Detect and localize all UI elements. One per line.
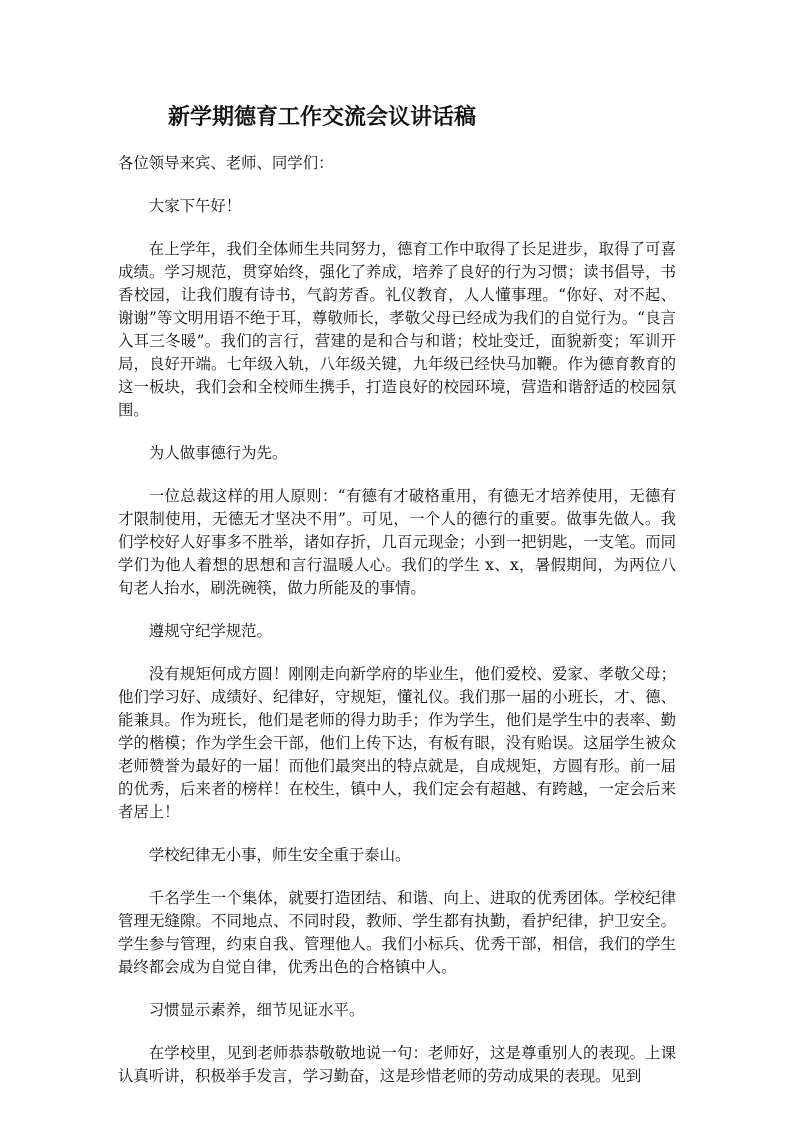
paragraph-discipline: 千名学生一个集体，就要打造团结、和谐、向上、进取的优秀团体。学校纪律管理无缝隙。不同地点、不同时段，教师、学生都有执勤，看护纪律，护卫安全。学生参与管理，约束自我、管理他人。我们小标兵、优秀干部，相信，我们的学生最终都会成为自觉自律，优秀出色的合格镇中人。	[118, 889, 676, 976]
paragraph-habits: 在学校里，见到老师恭恭敬敬地说一句：老师好，这是尊重别人的表现。上课认真听讲，积极举手发言，学习勤奋，这是珍惜老师的劳动成果的表现。见到	[118, 1044, 676, 1085]
document-title: 新学期德育工作交流会议讲话稿	[168, 104, 477, 130]
salutation: 各位领导来宾、老师、同学们：	[118, 154, 334, 172]
paragraph-virtue: 一位总裁这样的用人原则：“有德有才破格重用，有德无才培养使用，无德有才限制使用，无德无才坚决不用”。可见，一个人的德行的重要。做事先做人。我们学校好人好事多不胜举，诸如存折，几百元现金；小到一把钥匙，一支笔。而同学们为他人着想的思想和言行温暖人心。我们的学生 x、x，暑假期间，为两位八旬老人抬水，刷洗碗筷，做力所能及的事情。	[118, 487, 676, 597]
section-heading-rules: 遵规守纪学规范。	[148, 622, 272, 640]
paragraph-intro: 在上学年，我们全体师生共同努力，德育工作中取得了长足进步，取得了可喜成绩。学习规范，贯穿始终，强化了养成，培养了良好的行为习惯；读书倡导，书香校园，让我们腹有诗书，气韵芳香。礼仪教育，人人懂事理。“你好、对不起、谢谢”等文明用语不绝于耳，尊敬师长，孝敬父母已经成为我们的自觉行为。“良言入耳三冬暖”。我们的言行，营建的是和合与和谐；校址变迁，面貌新变；军训开局，良好开端。七年级入轨，八年级关键，九年级已经快马加鞭。作为德育教育的这一板块，我们会和全校师生携手，打造良好的校园环境，营造和谐舒适的校园氛围。	[118, 240, 676, 419]
document-body	[118, 152, 676, 1108]
section-heading-habits: 习惯显示素养，细节见证水平。	[148, 1001, 365, 1019]
greeting: 大家下午好！	[148, 197, 242, 215]
section-heading-virtue: 为人做事德行为先。	[148, 444, 288, 462]
section-heading-discipline: 学校纪律无小事，师生安全重于泰山。	[148, 846, 411, 864]
paragraph-rules: 没有规矩何成方圆！刚刚走向新学府的毕业生，他们爱校、爱家、孝敬父母；他们学习好、成绩好、纪律好，守规矩，懂礼仪。我们那一届的小班长，才、德、能兼具。作为班长，他们是老师的得力助手；作为学生，他们是学生中的表率、勤学的楷模；作为学生会干部，他们上传下达，有板有眼，没有贻误。这届学生被众老师赞誉为最好的一届！而他们最突出的特点就是，自成规矩，方圆有形。前一届的优秀，后来者的榜样！在校生，镇中人，我们定会有超越、有跨越，一定会后来者居上！	[118, 665, 676, 821]
